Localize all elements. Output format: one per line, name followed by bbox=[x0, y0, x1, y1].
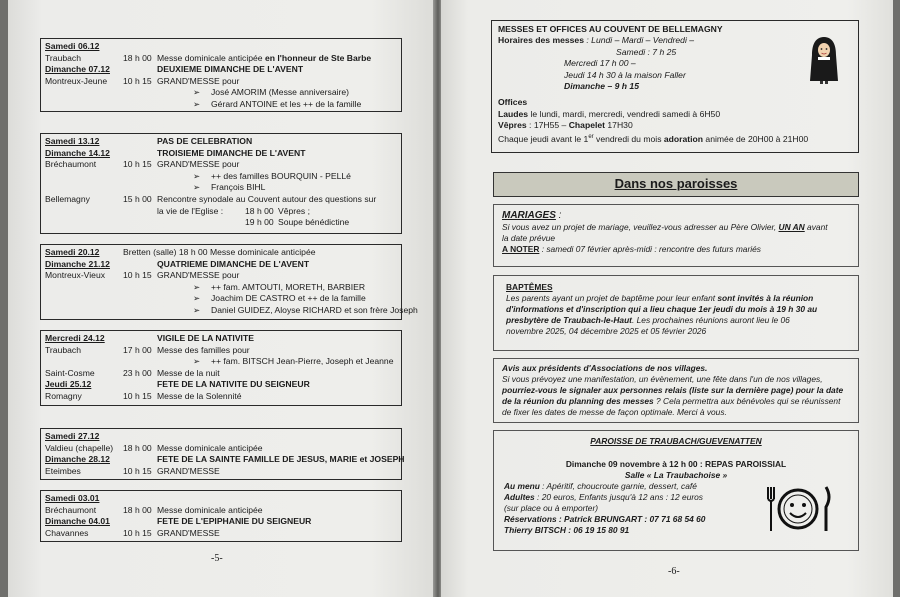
mariages-note: A NOTER : samedi 07 février après-midi : rencontre des futurs mariés bbox=[502, 244, 761, 254]
associations-text: de fixer les dates de messe de façon optimale. Merci à vous. bbox=[502, 407, 727, 417]
schedule-block-3 bbox=[40, 244, 418, 320]
left-page bbox=[8, 0, 435, 597]
event-text: GRAND'MESSE pour bbox=[157, 159, 240, 170]
mariages-box: MARIAGES : Si vous avez un projet de mariage, veuillez-vous adresser au Père Olivier, UN AN avant la date prévue A NOTER : samedi 07 février après-midi : rencontre des futurs mariés bbox=[493, 204, 859, 267]
repas-contact: Thierry BITSCH : 06 19 15 80 91 bbox=[504, 525, 630, 535]
event-text: GRAND'MESSE pour bbox=[157, 270, 240, 281]
hours-line: Samedi : 7 h 25 bbox=[616, 46, 677, 57]
event-text: Vêpres ; bbox=[278, 205, 311, 216]
repas-menu: Au menu : Apéritif, choucroute garnie, dessert, café bbox=[504, 481, 697, 491]
bullet-arrow-icon: ➢ bbox=[193, 170, 201, 181]
date-label: Dimanche 04.01 bbox=[45, 516, 110, 527]
baptemes-text: presbytère de Traubach-le-Haut. Les prochaines réunions auront lieu le 06 bbox=[506, 315, 790, 325]
bullet-arrow-icon: ➢ bbox=[193, 356, 201, 367]
place-label: Romagny bbox=[45, 390, 82, 401]
mariages-text: la date prévue bbox=[502, 233, 556, 243]
right-page bbox=[441, 0, 893, 597]
mariages-title: MARIAGES bbox=[502, 210, 556, 221]
feast-title: FETE DE L'EPIPHANIE DU SEIGNEUR bbox=[157, 516, 312, 527]
schedule-block-4 bbox=[40, 330, 402, 406]
feast-title: FETE DE LA NATIVITE DU SEIGNEUR bbox=[157, 379, 310, 390]
time-label: 10 h 15 bbox=[123, 390, 152, 401]
event-text: Messe de la Solennité bbox=[157, 390, 242, 401]
time-label: 18 h 00 bbox=[245, 205, 274, 216]
feast-title: TROISIEME DIMANCHE DE L'AVENT bbox=[157, 147, 306, 158]
event-text: la vie de l'Eglise : bbox=[157, 205, 224, 216]
feast-title: QUATRIEME DIMANCHE DE L'AVENT bbox=[157, 258, 310, 269]
intention-text: Joachim DE CASTRO et ++ de la famille bbox=[211, 293, 366, 304]
associations-title: Avis aux présidents d'Associations de nos villages. bbox=[502, 363, 708, 373]
feast-title: PAS DE CELEBRATION bbox=[157, 136, 253, 146]
nun-icon bbox=[808, 35, 840, 85]
adoration-line: Chaque jeudi avant le 1er vendredi du mois adoration animée de 20H00 à 21H00 bbox=[498, 133, 809, 144]
intention-text: José AMORIM (Messe anniversaire) bbox=[211, 87, 350, 98]
plate-cutlery-icon bbox=[762, 483, 834, 535]
event-text: GRAND'MESSE bbox=[157, 527, 220, 538]
repas-prices: Adultes : 20 euros, Enfants jusqu'à 12 ans : 12 euros bbox=[504, 492, 703, 502]
event-text: Bretten (salle) 18 h 00 Messe dominicale anticipée bbox=[123, 247, 316, 257]
time-label: 10 h 15 bbox=[123, 527, 152, 538]
place-label: Bréchaumont bbox=[45, 504, 97, 515]
date-label: Mercredi 24.12 bbox=[45, 333, 105, 343]
event-text: Messe des familles pour bbox=[157, 344, 250, 355]
intention-text: ++ fam. AMTOUTI, MORETH, BARBIER bbox=[211, 281, 366, 292]
place-label: Valdieu (chapelle) bbox=[45, 442, 114, 453]
date-label: Samedi 13.12 bbox=[45, 136, 100, 146]
time-label: 18 h 00 bbox=[123, 52, 152, 63]
event-text: Messe de la nuit bbox=[157, 367, 220, 378]
time-label: 18 h 00 bbox=[123, 504, 152, 515]
bullet-arrow-icon: ➢ bbox=[193, 281, 201, 292]
schedule-block-1 bbox=[40, 38, 402, 112]
repas-box bbox=[493, 430, 859, 551]
hours-line: Mercredi 17 h 00 – bbox=[564, 58, 636, 69]
hours-line: : Lundi – Mardi – Vendredi – bbox=[584, 35, 695, 46]
repas-salle: Salle « La Traubachoise » bbox=[624, 470, 728, 480]
associations-text: Si vous prévoyez une manifestation, un évènement, une fête dans l'un de nos villages, bbox=[502, 374, 823, 384]
event-text: Messe dominicale anticipée en l'honneur de Ste Barbe bbox=[157, 52, 372, 63]
feast-title: VIGILE DE LA NATIVITE bbox=[157, 333, 254, 343]
laudes-line: Laudes le lundi, mardi, mercredi, vendredi samedi à 6H50 bbox=[498, 108, 721, 119]
hours-line: Jeudi 14 h 30 à la maison Faller bbox=[564, 69, 686, 80]
place-label: Traubach bbox=[45, 52, 81, 63]
place-label: Bellemagny bbox=[45, 193, 90, 204]
schedule-block-5 bbox=[40, 428, 405, 480]
baptemes-title: BAPTÊMES bbox=[506, 282, 553, 292]
date-label: Jeudi 25.12 bbox=[45, 379, 92, 390]
section-banner: Dans nos paroisses bbox=[493, 172, 859, 197]
convent-title: MESSES ET OFFICES AU COUVENT DE BELLEMAGNY bbox=[498, 24, 723, 34]
feast-title: FETE DE LA SAINTE FAMILLE DE JESUS, MARIE et JOSEPH bbox=[157, 454, 405, 465]
baptemes-text: d'informations et d'inscription qui a lieu chaque 1er jeudi du mois à 19 h 30 au bbox=[506, 304, 818, 314]
bullet-arrow-icon: ➢ bbox=[193, 304, 201, 315]
place-label: Traubach bbox=[45, 344, 81, 355]
hours-label: Horaires des messes bbox=[498, 35, 584, 46]
date-label: Samedi 03.01 bbox=[45, 493, 100, 503]
associations-text: de la réunion du planning des messes ? Cela permettra aux bénévoles qui se réunissent bbox=[502, 396, 841, 406]
event-text: Messe dominicale anticipée bbox=[157, 442, 263, 453]
associations-box bbox=[493, 358, 859, 423]
hours-line: Dimanche – 9 h 15 bbox=[564, 81, 639, 92]
page-number: -5- bbox=[211, 553, 223, 564]
event-text: Soupe bénédictine bbox=[278, 217, 350, 228]
time-label: 23 h 00 bbox=[123, 367, 152, 378]
repas-reservation: Réservations : Patrick BRUNGART : 07 71 68 54 60 bbox=[504, 514, 706, 524]
bullet-arrow-icon: ➢ bbox=[193, 87, 201, 98]
time-label: 10 h 15 bbox=[123, 159, 152, 170]
date-label: Dimanche 14.12 bbox=[45, 147, 110, 158]
date-label: Samedi 20.12 bbox=[45, 247, 100, 257]
feast-title: DEUXIEME DIMANCHE DE L'AVENT bbox=[157, 64, 304, 75]
baptemes-text: Les parents ayant un projet de baptême pour leur enfant sont invités à la réunion bbox=[506, 293, 814, 303]
repas-title: PAROISSE DE TRAUBACH/GUEVENATTEN bbox=[590, 436, 762, 446]
bullet-arrow-icon: ➢ bbox=[193, 182, 201, 193]
date-label: Samedi 06.12 bbox=[45, 41, 100, 51]
vepres-line: Vêpres : 17H55 – Chapelet 17H30 bbox=[498, 120, 633, 131]
associations-text: pourriez-vous le signaler aux personnes relais (liste sur la dernière page) pour la date bbox=[502, 385, 844, 395]
place-label: Montreux-Jeune bbox=[45, 75, 108, 86]
time-label: 10 h 15 bbox=[123, 75, 152, 86]
place-label: Chavannes bbox=[45, 527, 89, 538]
date-label: Dimanche 07.12 bbox=[45, 64, 110, 75]
intention-text: Daniel GUIDEZ, Aloyse RICHARD et son frère Joseph bbox=[211, 304, 418, 315]
event-text: GRAND'MESSE pour bbox=[157, 75, 240, 86]
place-label: Saint-Cosme bbox=[45, 367, 95, 378]
event-text: GRAND'MESSE bbox=[157, 465, 220, 476]
place-label: Montreux-Vieux bbox=[45, 270, 106, 281]
baptemes-text: novembre 2025, 04 décembre 2025 et 05 février 2026 bbox=[506, 326, 707, 336]
repas-takeaway: (sur place ou à emporter) bbox=[504, 503, 599, 513]
mariages-text: Si vous avez un projet de mariage, veuillez-vous adresser au Père Olivier, UN AN avant bbox=[502, 222, 828, 232]
intention-text: ++ des familles BOURQUIN - PELLé bbox=[211, 170, 351, 181]
date-label: Samedi 27.12 bbox=[45, 431, 100, 441]
date-label: Dimanche 21.12 bbox=[45, 258, 110, 269]
intention-text: ++ fam. BITSCH Jean-Pierre, Joseph et Jeanne bbox=[211, 356, 394, 367]
event-text: Messe dominicale anticipée bbox=[157, 504, 263, 515]
time-label: 18 h 00 bbox=[123, 442, 152, 453]
repas-event: Dimanche 09 novembre à 12 h 00 : REPAS PAROISSIAL bbox=[565, 459, 787, 469]
time-label: 19 h 00 bbox=[245, 217, 274, 228]
date-label: Dimanche 28.12 bbox=[45, 454, 110, 465]
convent-box bbox=[491, 20, 859, 153]
time-label: 15 h 00 bbox=[123, 193, 152, 204]
schedule-block-2 bbox=[40, 133, 402, 234]
time-label: 17 h 00 bbox=[123, 344, 152, 355]
place-label: Bréchaumont bbox=[45, 159, 97, 170]
event-text: Rencontre synodale au Couvent autour des questions sur bbox=[157, 193, 377, 204]
schedule-block-6 bbox=[40, 490, 402, 542]
place-label: Eteimbes bbox=[45, 465, 81, 476]
bullet-arrow-icon: ➢ bbox=[193, 98, 201, 109]
baptemes-box bbox=[493, 275, 859, 351]
bullet-arrow-icon: ➢ bbox=[193, 293, 201, 304]
time-label: 10 h 15 bbox=[123, 465, 152, 476]
intention-text: Gérard ANTOINE et les ++ de la famille bbox=[211, 98, 362, 109]
intention-text: François BIHL bbox=[211, 182, 266, 193]
offices-label: Offices bbox=[498, 97, 528, 108]
page-number: -6- bbox=[668, 566, 680, 577]
time-label: 10 h 15 bbox=[123, 270, 152, 281]
